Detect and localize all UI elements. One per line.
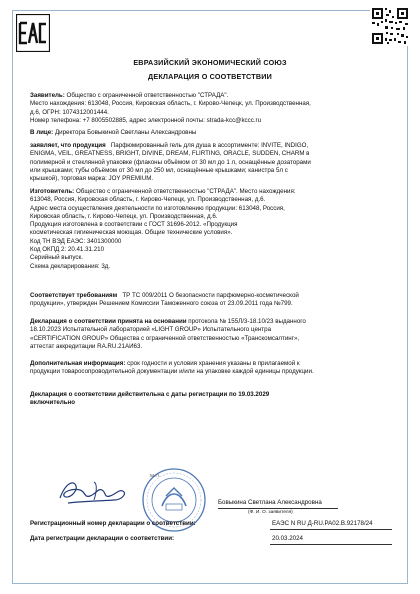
declares-line5: крышкой), торговая марка: JOY PREMIUM. [30, 175, 154, 183]
manufacturer-line2: 613048, Россия, Кировская область, г. Кирово-Чепецк, ул. Производственная, д.6. [30, 196, 266, 204]
basis-line2: 18.10.2023 Испытательной лабораторией «LIGHT GROUP» Испытательного центра [30, 326, 272, 334]
applicant-line4: Номер телефона: +7 8005502885, адрес электронной почты: strada-kcc@kccc.ru [30, 116, 262, 124]
declares-line3: полимерной и стеклянной упаковке (флаконы объёмом от 30 мл до 1 л, оснащённые дозаторами [30, 158, 311, 166]
applicant-label: Заявитель: [30, 92, 65, 99]
document-title: ДЕКЛАРАЦИЯ О СООТВЕТСТВИИ [148, 72, 272, 81]
registration-date-label: Дата регистрации декларации о соответствии: [30, 535, 175, 542]
eac-logo-icon [16, 14, 50, 52]
applicant-line1: Общество с ограниченной ответственностью "СТРАДА". [66, 92, 229, 99]
mp-label: М.П. [150, 474, 161, 479]
extra-info-block [30, 360, 392, 377]
extra-info-line2: продукции товаросопроводительной документации и/или на упаковке каждой единицы продукции. [30, 368, 314, 376]
declares-line2: ENIGMA, VEIL, GREATNESS, BRIGHT, DIVINE, DREAM, FLIRTING, ORACLE, SUDDEN, CHARM в [30, 150, 310, 158]
registration-number-label: Регистрационный номер декларации о соответствии: [30, 520, 196, 527]
registration-number-line [270, 529, 392, 530]
declares-label: заявляет, что продукция [30, 142, 106, 149]
requirements-block [30, 292, 392, 309]
manufacturer-line8: Код ОКПД 2: 20.41.31.210 [30, 246, 105, 254]
manufacturer-line9: Серийный выпуск. [30, 254, 83, 262]
validity-block [30, 391, 392, 408]
basis-label: Декларация о соответствии принята на основании [30, 318, 187, 325]
applicant-block [30, 92, 392, 125]
qr-code-icon [370, 6, 410, 46]
extra-info-line1: срок годности и условия хранения указаны в прилагаемой к [127, 360, 300, 367]
applicant-line3: д.6, ОГРН: 1074312001444. [30, 108, 109, 116]
manufacturer-line3: Адрес места осуществления деятельности по изготовлению продукции: 613048, Россия, [30, 204, 285, 212]
declares-block [30, 142, 392, 183]
union-title: ЕВРАЗИЙСКИЙ ЭКОНОМИЧЕСКИЙ СОЮЗ [133, 58, 287, 67]
basis-line4: аттестат аккредитации RA.RU.21АИ63. [30, 342, 143, 350]
requirements-label: Соответствует требованиям [30, 292, 118, 299]
signer-name: Бовыкина Светлана Александровна [218, 499, 322, 506]
basis-line3: «CERTIFICATION GROUP» Общества с ограниченной ответственностью «Транскомсалтинг», [30, 334, 300, 342]
applicant-line2: Место нахождения: 613048, Россия, Кировская область, г. Кирово-Чепецк, ул. Производственная, [30, 100, 311, 108]
manufacturer-line10: Схема декларирования: 3д. [30, 262, 111, 270]
manufacturer-line1: Общество с ограниченной ответственностью "СТРАДА". Место нахождения: [75, 188, 296, 195]
declares-line1: Парфюмированный гель для душа в ассортименте: INVITE, INDIGO, [110, 142, 309, 149]
manufacturer-line4: Кировская область, г. Кирово-Чепецк, ул. Производственная, д.6. [30, 212, 218, 220]
person-value: Директора Бовыкиной Светланы Александровны [54, 129, 197, 136]
manufacturer-line6: косметическая гигиеническая моющая. Общие технические условия». [30, 229, 233, 237]
person-label: В лице: [30, 129, 54, 136]
signature-mark [54, 474, 134, 508]
requirements-line2: продукции», утвержден Решением Комиссии Таможенного союза от 23.09.2011 года №799. [30, 300, 293, 308]
manufacturer-label: Изготовитель: [30, 188, 75, 195]
basis-line1: протокола № 155Л/3-18.10/23 выданного [188, 318, 306, 325]
manufacturer-line5: Продукция изготовлена в соответствии с ГОСТ 31696-2012. «Продукция [30, 221, 238, 229]
extra-info-label: Дополнительная информация: [30, 360, 126, 367]
person-block [30, 129, 392, 137]
validity-label: Декларация о соответствии действительна с даты регистрации по [30, 391, 237, 398]
registration-number: ЕАЭС N RU Д-RU.PA02.B.92178/24 [272, 520, 373, 527]
signature-line [218, 508, 338, 509]
registration-date-line [270, 544, 392, 545]
signer-caption: (Ф. И. О. заявителя) [248, 510, 293, 515]
manufacturer-block [30, 188, 392, 271]
registration-date: 20.03.2024 [272, 535, 303, 542]
validity-date: 19.03.2029 [238, 391, 270, 398]
validity-inclusive: включительно [30, 399, 76, 407]
requirements-line1: ТР ТС 009/2011 О безопасности парфюмерно-косметической [122, 292, 299, 299]
declares-line4: или крышками; тубы объёмом от 30 мл до 250 мл, оснащённые крышками; канистра 5л с [30, 166, 288, 174]
basis-block [30, 318, 392, 351]
manufacturer-line7: Код ТН ВЭД ЕАЭС: 3401300000 [30, 237, 122, 245]
